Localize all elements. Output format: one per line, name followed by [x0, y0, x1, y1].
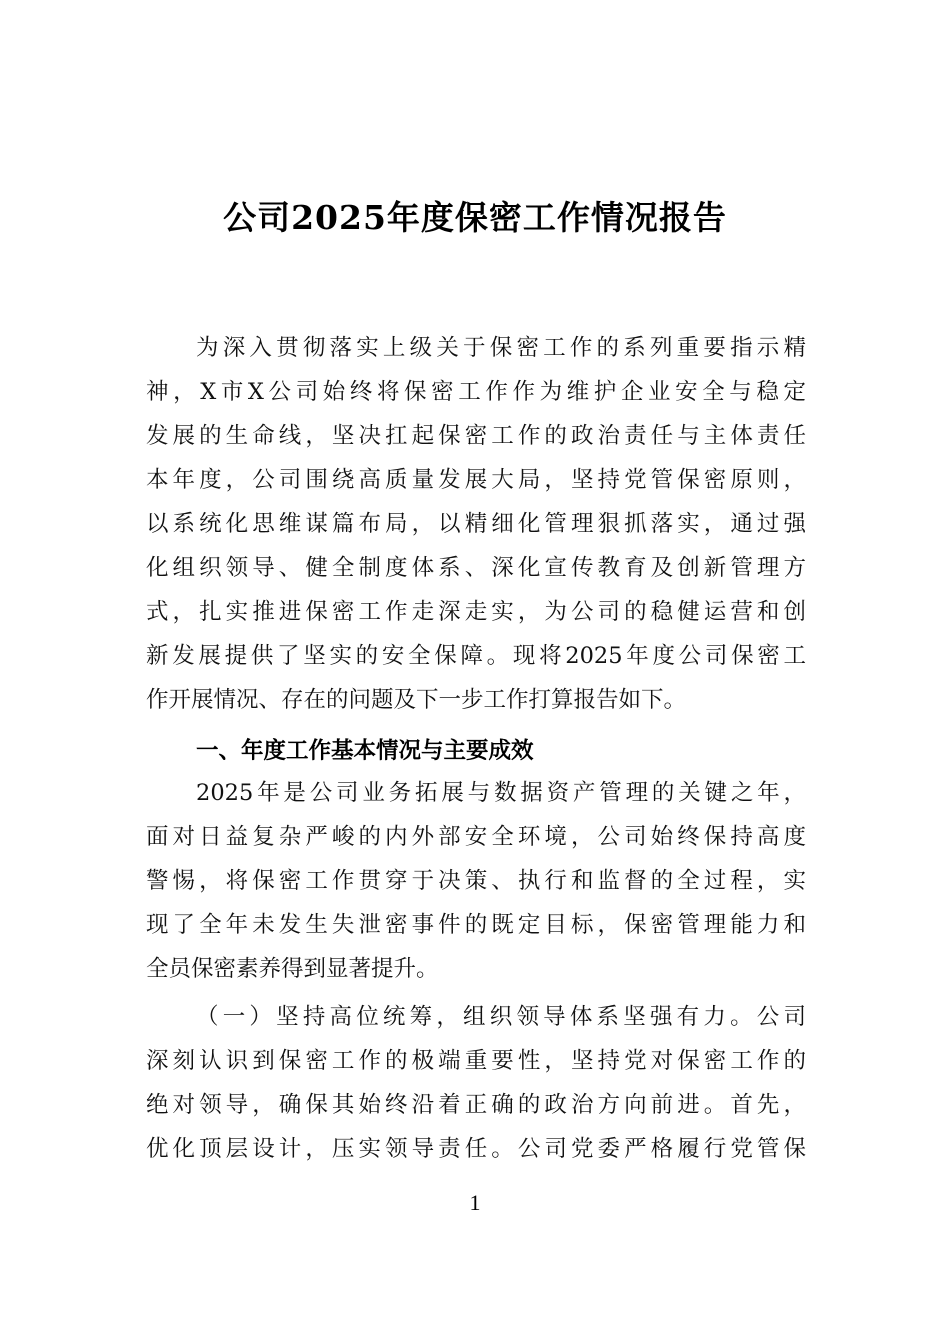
section-line-5: 全员保密素养得到显著提升。 [146, 956, 439, 982]
subsection-line-3: 绝对领导，确保其始终沿着正确的政治方向前进。首先， [146, 1092, 806, 1118]
intro-line-1: 为深入贯彻落实上级关于保密工作的系列重要指示精 [196, 335, 806, 361]
section-line-1: 2025年是公司业务拓展与数据资产管理的关键之年， [196, 780, 806, 806]
intro-line-8: 新发展提供了坚实的安全保障。现将2025年度公司保密工 [146, 643, 806, 669]
intro-line-6: 化组织领导、健全制度体系、深化宣传教育及创新管理方 [146, 555, 806, 581]
section-line-2: 面对日益复杂严峻的内外部安全环境，公司始终保持高度 [146, 824, 806, 850]
section-line-3: 警惕，将保密工作贯穿于决策、执行和监督的全过程，实 [146, 868, 806, 894]
page-number: 1 [469, 1190, 481, 1215]
subsection-line-2: 深刻认识到保密工作的极端重要性，坚持党对保密工作的 [146, 1048, 806, 1074]
intro-line-5: 以系统化思维谋篇布局，以精细化管理狠抓落实，通过强 [146, 511, 806, 537]
section-heading: 一、年度工作基本情况与主要成效 [196, 738, 534, 764]
section-line-4: 现了全年未发生失泄密事件的既定目标，保密管理能力和 [146, 912, 806, 938]
intro-line-7: 式，扎实推进保密工作走深走实，为公司的稳健运营和创 [146, 599, 806, 625]
intro-line-3: 发展的生命线，坚决扛起保密工作的政治责任与主体责任 [146, 423, 806, 449]
intro-line-2: 神，X市X公司始终将保密工作作为维护企业安全与稳定 [146, 379, 806, 405]
intro-line-4: 本年度，公司围绕高质量发展大局，坚持党管保密原则， [146, 467, 806, 493]
document-title: 公司2025年度保密工作情况报告 [223, 198, 727, 237]
intro-line-9: 作开展情况、存在的问题及下一步工作打算报告如下。 [146, 687, 687, 713]
subsection-line-4: 优化顶层设计，压实领导责任。公司党委严格履行党管保 [146, 1136, 806, 1162]
subsection-line-1: （一）坚持高位统筹，组织领导体系坚强有力。公司 [196, 1004, 806, 1030]
